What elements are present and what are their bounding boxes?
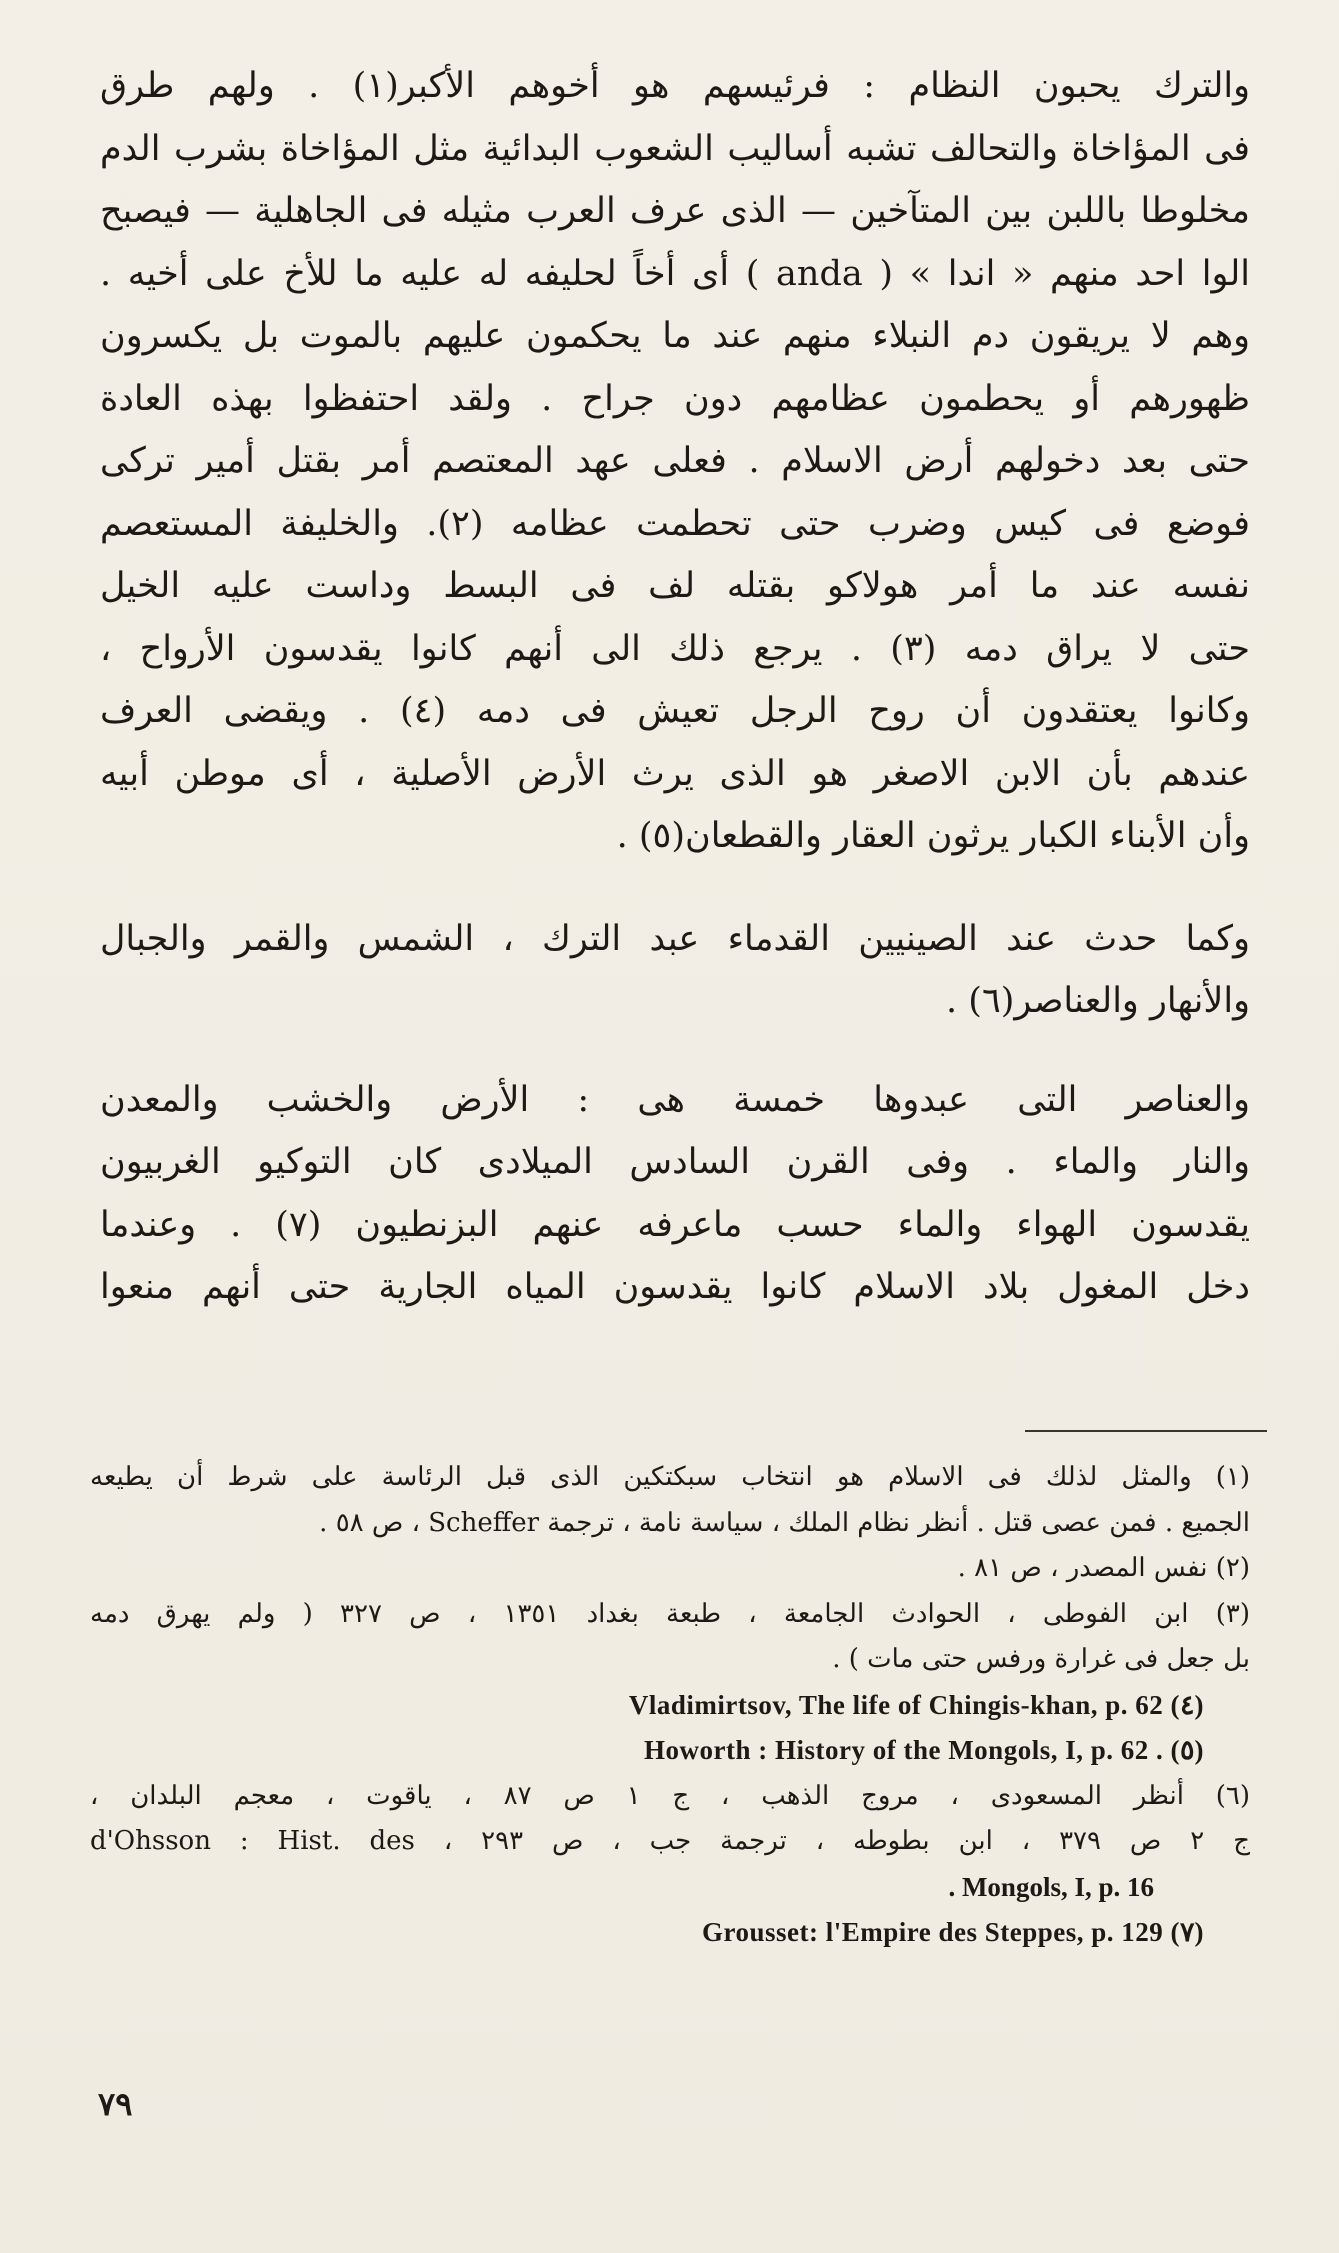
body-line: والعناصر التى عبدوها خمسة هى : الأرض والخشب والمعدن bbox=[100, 1079, 1250, 1120]
footnote-divider bbox=[1025, 1430, 1267, 1432]
footnote-1-line-2: الجميع . فمن عصى قتل . أنظر نظام الملك ، سياسة نامة ، ترجمة Scheffer ، ص ٥٨ . bbox=[319, 1507, 1250, 1538]
footnote-6-line-1: (٦) أنظر المسعودى ، مروج الذهب ، ج ١ ص ٨٧ ، ياقوت ، معجم البلدان ، bbox=[90, 1780, 1250, 1811]
footnote-6-line-3: . Mongols, I, p. 16 bbox=[948, 1871, 1154, 1902]
body-line: نفسه عند ما أمر هولاكو بقتله لف فى البسط وداست عليه الخيل bbox=[100, 566, 1250, 606]
body-line: دخل المغول بلاد الاسلام كانوا يقدسون المياه الجارية حتى أنهم منعوا bbox=[100, 1267, 1250, 1307]
body-line: وأن الأبناء الكبار يرثون العقار والقطعان(٥) . bbox=[616, 816, 1250, 856]
footnote-1-line-1: (١) والمثل لذلك فى الاسلام هو انتخاب سبكتكين الذى قبل الرئاسة على شرط أن يطيعه bbox=[90, 1462, 1250, 1492]
body-line: وكانوا يعتقدون أن روح الرجل تعيش فى دمه (٤) . ويقضى العرف bbox=[100, 691, 1250, 731]
body-line: فى المؤاخاة والتحالف تشبه أساليب الشعوب البدائية مثل المؤاخاة بشرب الدم bbox=[100, 128, 1250, 169]
body-line: يقدسون الهواء والماء حسب ماعرفه عنهم البزنطيون (٧) . وعندما bbox=[100, 1204, 1250, 1245]
body-line: عندهم بأن الابن الاصغر هو الذى يرث الأرض الأصلية ، أى موطن أبيه bbox=[100, 753, 1250, 794]
paragraph-1 bbox=[100, 55, 1250, 868]
body-text bbox=[100, 55, 1250, 1319]
body-line: وهم لا يريقون دم النبلاء منهم عند ما يحكمون عليهم بالموت بل يكسرون bbox=[100, 316, 1250, 356]
footnote-3-line-2: بل جعل فى غرارة ورفس حتى مات ) . bbox=[832, 1644, 1250, 1674]
paragraph-3 bbox=[100, 1069, 1250, 1319]
body-line: والأنهار والعناصر(٦) . bbox=[946, 981, 1250, 1021]
footnote-3-line-1: (٣) ابن الفوطى ، الحوادث الجامعة ، طبعة بغداد ١٣٥١ ، ص ٣٢٧ ( ولم يهرق دمه bbox=[90, 1598, 1250, 1629]
body-line: الوا احد منهم « اندا » ( anda ) أى أخاً لحليفه له عليه ما للأخ على أخيه . bbox=[100, 253, 1250, 294]
body-line: وكما حدث عند الصينيين القدماء عبد الترك ، الشمس والقمر والجبال bbox=[100, 918, 1250, 959]
page-number: ٧٩ bbox=[98, 2085, 133, 2123]
body-line: والترك يحبون النظام : فرئيسهم هو أخوهم الأكبر(١) . ولهم طرق bbox=[100, 66, 1250, 106]
body-line: والنار والماء . وفى القرن السادس الميلادى كان التوكيو الغربيون bbox=[100, 1142, 1250, 1182]
footnote-6-line-2: ج ٢ ص ٣٧٩ ، ابن بطوطه ، ترجمة جب ، ص ٢٩٣ ، d'Ohsson : Hist. des bbox=[90, 1826, 1250, 1856]
body-line: حتى بعد دخولهم أرض الاسلام . فعلى عهد المعتصم أمر بقتل أمير تركى bbox=[100, 441, 1250, 481]
body-line: فوضع فى كيس وضرب حتى تحطمت عظامه (٢). والخليفة المستعصم bbox=[100, 503, 1250, 544]
footnote-4: Vladimirtsov, The life of Chingis-khan, p. 62 (٤) bbox=[628, 1689, 1204, 1720]
footnote-5: Howorth : History of the Mongols, I, p. 62 . (٥) bbox=[644, 1735, 1204, 1765]
paragraph-2 bbox=[100, 908, 1250, 1033]
footnote-7: Grousset: l'Empire des Steppes, p. 129 (٧) bbox=[701, 1917, 1204, 1947]
body-line: حتى لا يراق دمه (٣) . يرجع ذلك الى أنهم كانوا يقدسون الأرواح ، bbox=[100, 628, 1250, 669]
footnotes bbox=[90, 1455, 1250, 1956]
body-line: مخلوطا باللبن بين المتآخين — الذى عرف العرب مثيله فى الجاهلية — فيصبح bbox=[100, 191, 1250, 231]
body-line: ظهورهم أو يحطمون عظامهم دون جراح . ولقد احتفظوا بهذه العادة bbox=[100, 378, 1250, 419]
footnote-2: (٢) نفس المصدر ، ص ٨١ . bbox=[957, 1553, 1250, 1583]
